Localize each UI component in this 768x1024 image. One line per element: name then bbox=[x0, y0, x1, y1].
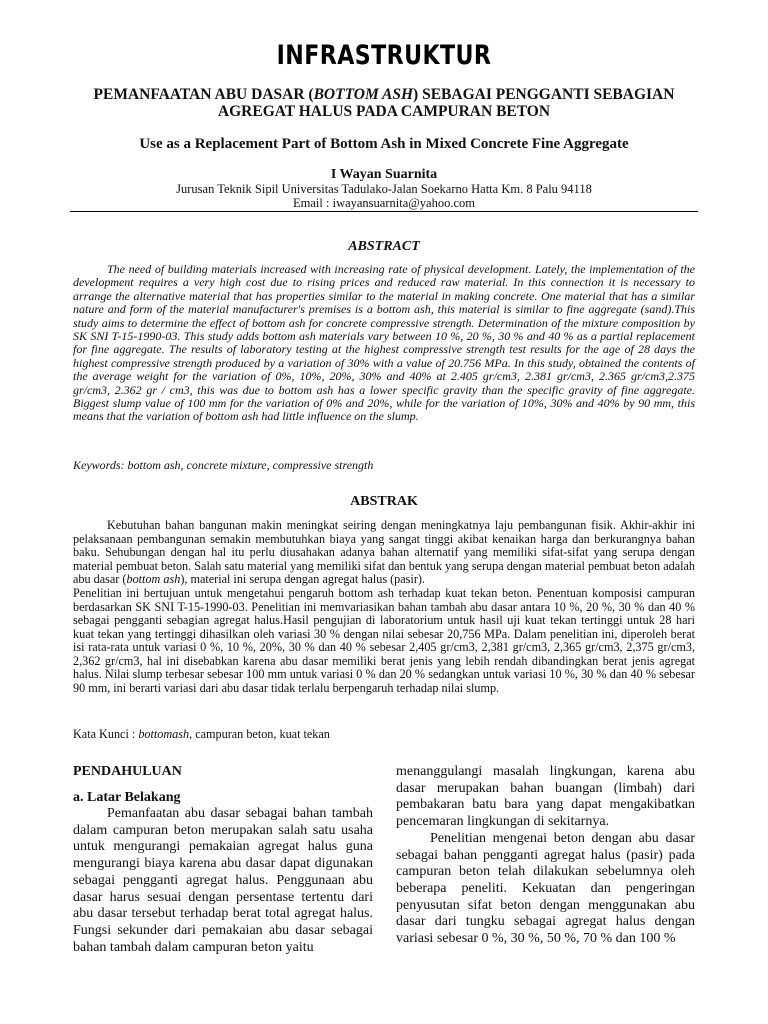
body-column-right bbox=[396, 764, 695, 948]
journal-name: INFRASTRUKTUR bbox=[276, 40, 492, 71]
abstrak-p1-start: Kebutuhan bahan bangunan makin meningkat seiring dengan meningkatnya laju pembangunan fisik. Akhir-akhir ini pelaksanaan pembangunan semakin membutuhkan biaya yang sangat tinggi akibat kenaikan harga dan berkurangnya bahan baku. Sehubungan dengan hal itu perlu diusahakan adanya bahan alternatif yang memiliki sifat-sifat yang serupa dengan material pembuat beton. Salah satu material yang memiliki sifat dan bentuk yang serupa dengan material pembuat beton adalah abu dasar ( bbox=[73, 518, 695, 586]
keywords-rest: campuran beton, kuat tekan bbox=[192, 727, 330, 741]
author-name: I Wayan Suarnita bbox=[330, 167, 438, 182]
abstrak-paragraph-2: Penelitian ini bertujuan untuk mengetahui pengaruh bottom ash terhadap kuat tekan beton. Penentuan komposisi campuran berdasarkan SK SNI T-15-1990-03. Penelitian ini memvariasikan bahan tambah abu dasar antara 10 %, 20 %, 30 % dan 40 % sebagai pengganti sebagian agregat halus.Hasil pengujian di laboratorium untuk hasil uji kuat tekan tertinggi untuk 28 hari kuat tekan yang tertinggi dihasilkan oleh variasi 30 % dengan nilai sebesar 20,756 MPa. Dalam penelitian ini, diperoleh berat isi rata-rata untuk variasi 0 %, 10 %, 20%, 30 % dan 40 % sebesar 2,405 gr/cm3, 2,381 gr/cm3, 2,365 gr/cm3, 2,375 gr/cm3, 2,362 gr/cm3, hal ini disebabkan karena abu dasar memiliki berat jenis yang lebih rendah dibandingkan berat jenis agregat halus. Nilai slump terbesar sebesar 100 mm untuk variasi 0 % dan 20 % sedangkan untuk variasi 10 %, 30 % dan 40 % sebesar 90 mm, ini berarti variasi dari abu dasar tidak terlalu berpengaruh terhadap nilai slump. bbox=[73, 586, 695, 695]
abstrak-heading: ABSTRAK bbox=[350, 494, 418, 509]
abstract-heading: ABSTRACT bbox=[348, 239, 420, 254]
right-column-paragraph-2: Penelitian mengenai beton dengan abu dasar sebagai bahan pengganti agregat halus (pasir) pada campuran beton telah dilakukan sebelumnya oleh beberapa peneliti. Kekuatan dan pengeringan penyusutan sifat beton dengan menggunakan abu dasar dari tungku sebagai agregat halus dengan variasi sebesar 0 %, 30 %, 50 %, 70 % dan 100 % bbox=[396, 830, 695, 947]
keywords-label: Kata Kunci : bbox=[73, 727, 139, 741]
header-divider bbox=[70, 211, 698, 212]
affiliation-address: Jurusan Teknik Sipil Universitas Tadulako-Jalan Soekarno Hatta Km. 8 Palu 94118 bbox=[176, 182, 592, 196]
keywords-indonesian bbox=[73, 727, 695, 742]
title-part-2: ) SEBAGAI PENGGANTI SEBAGIAN AGREGAT HALUS PADA CAMPURAN BETON bbox=[217, 86, 675, 120]
keywords-italic: bottomash, bbox=[138, 727, 193, 741]
title-part-1: PEMANFAATAN ABU DASAR ( bbox=[93, 86, 314, 103]
title-indonesian bbox=[70, 86, 698, 120]
left-column-paragraph: Pemanfaatan abu dasar sebagai bahan tambah dalam campuran beton merupakan salah satu usaha untuk mengurangi pemakaian agregat halus guna mengurangi biaya karena abu dasar dapat digunakan sebagai pengganti agregat halus. Penggunaan abu dasar harus sesuai dengan persentase tertentu dari abu dasar tersebut terhadap berat total agregat halus. Fungsi sekunder dari pemakaian abu dasar sebagai bahan tambah dalam campuran beton yaitu bbox=[73, 806, 373, 955]
author-affiliation bbox=[70, 182, 698, 210]
body-column-left bbox=[73, 764, 373, 956]
right-column-paragraph-1: menanggulangi masalah lingkungan, karena abu dasar merupakan bahan buangan (limbah) dari pembakaran batu bara yang dapat mengakibatkan pencemaran lingkungan di sekitarnya. bbox=[396, 764, 695, 830]
abstract-english-text: The need of building materials increased with increasing rate of physical development. Lately, the implementation of the development requires a very high cost due to rising prices and reduced raw material. In this connection it is necessary to arrange the alternative material that has properties similar to the material in making concrete. One material that has a similar nature and form of the material manufacturer's premises is a bottom ash, this material is similar to fine aggregate (sand).This study aims to determine the effect of bottom ash for concrete compressive strength. Determination of the mixture composition by SK SNI T-15-1990-03. This study adds bottom ash materials vary between 10 %, 20 %, 30 % and 40 % as a partial replacement for fine aggregate. The results of laboratory testing at the highest compressive strength test results for the age of 28 days the highest compressive strength produced by a variation of 30% with a value of 20.756 MPa. In this study, obtained the contents of the average weight for the variation of 0%, 10%, 20%, 30% and 40% at 2.405 gr/cm3, 2.381 gr/cm3, 2.365 gr/cm3,2.375 gr/cm3, 2.362 gr / cm3, this was due to bottom ash has a lower specific gravity than the specific gravity of fine aggregate. Biggest slump value of 100 mm for the variation of 0% and 20%, while for the variation of 10%, 30% and 40% by 90 mm, this means that the variation of bottom ash had little influence on the slump. bbox=[73, 262, 695, 424]
abstrak-paragraph-1 bbox=[73, 519, 695, 587]
section-heading: PENDAHULUAN bbox=[73, 764, 182, 779]
keywords-english: Keywords: bottom ash, concrete mixture, compressive strength bbox=[73, 458, 374, 472]
abstrak-p1-end: ), material ini serupa dengan agregat halus (pasir). bbox=[180, 572, 425, 586]
author-email: Email : iwayansuarnita@yahoo.com bbox=[293, 196, 475, 210]
abstrak-p1-italic: bottom ash bbox=[126, 572, 181, 586]
title-english: Use as a Replacement Part of Bottom Ash in Mixed Concrete Fine Aggregate bbox=[139, 136, 629, 152]
subsection-heading: a. Latar Belakang bbox=[73, 790, 181, 805]
title-italic-term: BOTTOM ASH bbox=[313, 86, 414, 103]
